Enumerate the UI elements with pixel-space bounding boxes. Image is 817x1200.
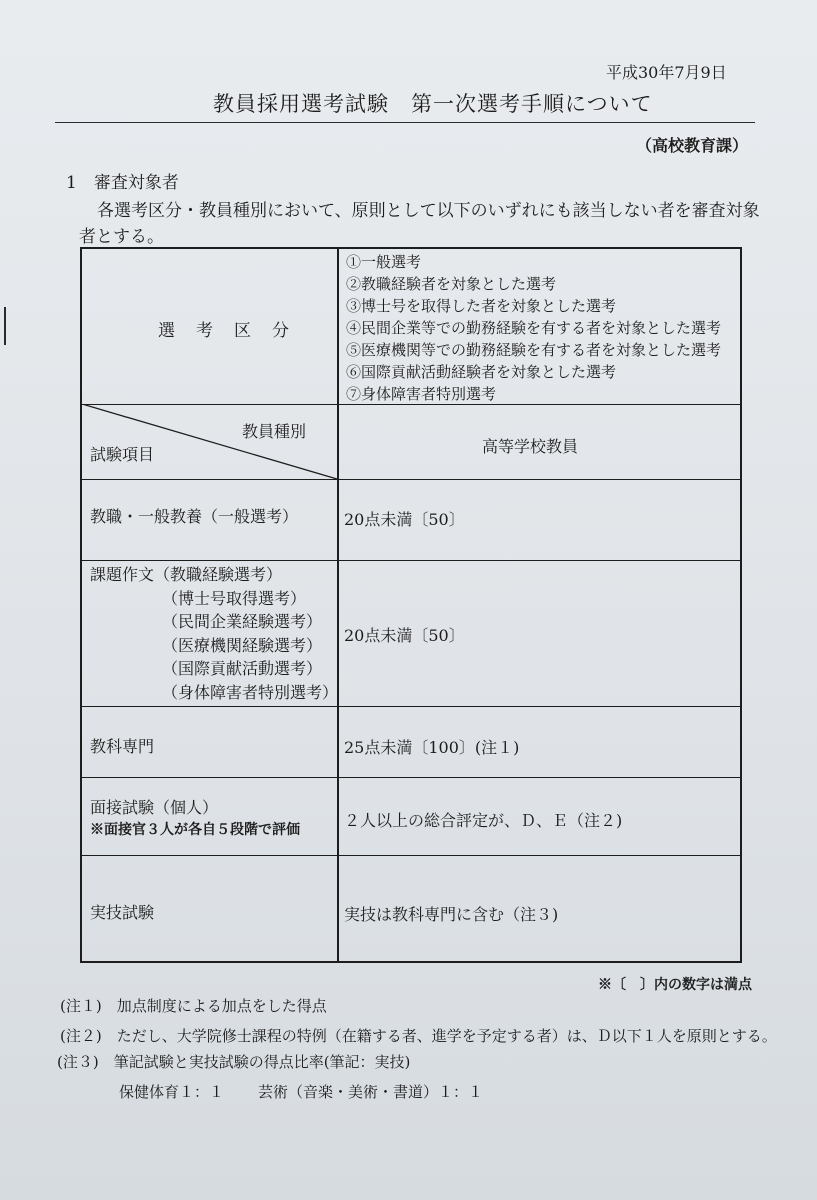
category-item: ⑤医療機関等での勤務経験を有する者を対象とした選考 bbox=[346, 341, 722, 359]
department-label: （高校教育課） bbox=[636, 136, 749, 155]
category-item: ⑥国際貢献活動経験者を対象とした選考 bbox=[346, 363, 617, 381]
exam-item-essay bbox=[90, 563, 338, 704]
criterion-general-education: 20点未満〔50〕 bbox=[344, 510, 465, 529]
ratio-pe: 保健体育１：１ bbox=[119, 1083, 225, 1101]
row-divider bbox=[82, 706, 740, 707]
category-item: ③博士号を取得した者を対象とした選考 bbox=[346, 297, 617, 315]
note-3: (注３) 筆記試験と実技試験の得点比率(筆記：実技) bbox=[57, 1053, 411, 1071]
intro-text-line2: 者とする。 bbox=[79, 227, 164, 247]
criteria-table bbox=[80, 247, 742, 963]
exam-item-practical: 実技試験 bbox=[90, 903, 155, 922]
essay-line: （国際貢献活動選考） bbox=[162, 659, 323, 678]
ratio-arts: 芸術（音楽・美術・書道）１：１ bbox=[258, 1083, 484, 1101]
row-divider bbox=[82, 560, 740, 561]
criterion-interview: ２人以上の総合評定が、Ｄ、Ｅ（注２) bbox=[344, 811, 623, 830]
essay-line: （身体障害者特別選考） bbox=[162, 682, 339, 702]
title-underline bbox=[55, 122, 755, 123]
essay-line: （博士号取得選考） bbox=[162, 588, 307, 608]
essay-line: （医療機関経験選考） bbox=[162, 635, 323, 655]
exam-item-general-education: 教職・一般教養（一般選考） bbox=[90, 507, 299, 526]
category-item: ②教職経験者を対象とした選考 bbox=[346, 275, 557, 293]
criterion-essay: 20点未満〔50〕 bbox=[344, 626, 465, 645]
document-title: 教員採用選考試験 第一次選考手順について bbox=[213, 92, 653, 116]
document-date: 平成30年7月9日 bbox=[606, 63, 727, 82]
note-2: (注２) ただし、大学院修士課程の特例（在籍する者、進学を予定する者）は、Ｄ以下１人を原則とする。 bbox=[60, 1027, 777, 1045]
interview-note: ※面接官３人が各自５段階で評価 bbox=[90, 822, 300, 838]
selection-category-label: 選 考 区 分 bbox=[158, 321, 291, 341]
row-divider bbox=[82, 777, 740, 778]
high-school-teacher-header: 高等学校教員 bbox=[482, 437, 579, 456]
category-item: ④民間企業等での勤務経験を有する者を対象とした選考 bbox=[346, 319, 722, 337]
criterion-subject: 25点未満〔100〕(注１) bbox=[344, 738, 520, 757]
exam-item-header: 試験項目 bbox=[90, 445, 155, 464]
criterion-practical: 実技は教科専門に含む（注３) bbox=[344, 905, 559, 924]
intro-text-line1: 各選考区分・教員種別において、原則として以下のいずれにも該当しない者を審査対象 bbox=[97, 201, 760, 221]
section-heading: 1 審査対象者 bbox=[66, 173, 179, 193]
essay-line: 課題作文（教職経験選考） bbox=[90, 565, 283, 584]
exam-item-subject: 教科専門 bbox=[90, 737, 155, 756]
teacher-type-header: 教員種別 bbox=[242, 422, 307, 441]
max-score-note: ※〔 〕内の数字は満点 bbox=[598, 977, 752, 993]
row-divider bbox=[82, 855, 740, 856]
category-item: ①一般選考 bbox=[346, 253, 422, 271]
exam-item-interview: 面接試験（個人） bbox=[90, 798, 219, 817]
note-1: (注１) 加点制度による加点をした得点 bbox=[60, 997, 327, 1015]
margin-mark bbox=[4, 307, 6, 345]
essay-line: （民間企業経験選考） bbox=[162, 612, 323, 631]
category-item: ⑦身体障害者特別選考 bbox=[346, 385, 497, 403]
selection-category-list bbox=[346, 251, 721, 405]
